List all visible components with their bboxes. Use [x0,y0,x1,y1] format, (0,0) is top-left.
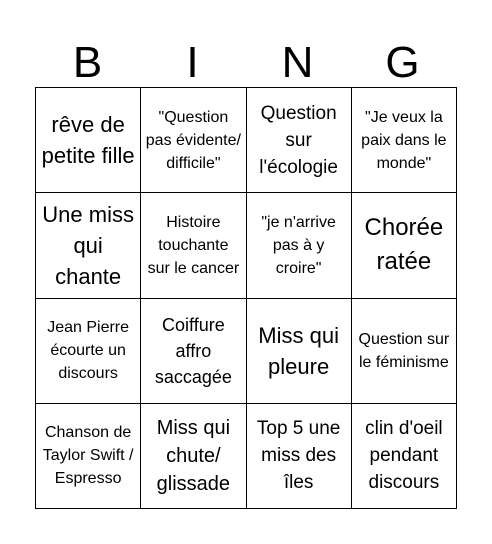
bingo-cell-text: clin d'oeil pendant discours [365,418,443,494]
bingo-cell-text: "Question pas évidente/ difficile" [145,108,241,172]
bingo-cell-text: Histoire touchante sur le cancer [147,213,240,277]
bingo-cell[interactable] [141,404,246,509]
bingo-grid [35,87,457,509]
bingo-cell-text: Chorée ratée [364,214,444,276]
bingo-cell[interactable] [247,193,352,298]
bingo-cell-text: rêve de petite fille [41,112,135,169]
title-letter-g: G [385,38,420,87]
bingo-cell[interactable] [36,404,141,509]
bingo-cell-text: Question sur le féminisme [358,330,450,371]
bingo-cell[interactable] [36,193,141,298]
bingo-cell[interactable] [247,88,352,193]
bingo-cell-text: Chanson de Taylor Swift / Espresso [42,424,134,488]
bingo-cell-text: "je n'arrive pas à y croire" [261,213,336,277]
title-letter-n: N [281,38,314,87]
title-letter-b: B [72,38,103,87]
bingo-cell[interactable] [352,193,457,298]
bingo-cell-text: "Je veux la paix dans le monde" [361,108,447,172]
bingo-cell[interactable] [141,193,246,298]
bingo-cell-text: Miss qui chute/ glissade [156,416,231,495]
bingo-cell[interactable] [36,88,141,193]
bingo-cell-text: Une miss qui chante [42,201,134,289]
bingo-cell-text: Miss qui pleure [258,322,339,379]
title-letter-i: I [186,38,199,87]
bingo-cell-text: Top 5 une miss des îles [256,418,341,494]
bingo-title [35,38,455,88]
bingo-cell[interactable] [352,299,457,404]
bingo-cell[interactable] [141,299,246,404]
bingo-cell[interactable] [352,404,457,509]
bingo-cell-text: Coiffure affro saccagée [154,314,232,387]
bingo-cell[interactable] [247,404,352,509]
bingo-cell[interactable] [247,299,352,404]
bingo-cell[interactable] [352,88,457,193]
bingo-cell[interactable] [36,299,141,404]
bingo-cell[interactable] [141,88,246,193]
bingo-cell-text: Question sur l'écologie [259,102,338,178]
bingo-cell-text: Jean Pierre écourte un discours [47,319,130,383]
